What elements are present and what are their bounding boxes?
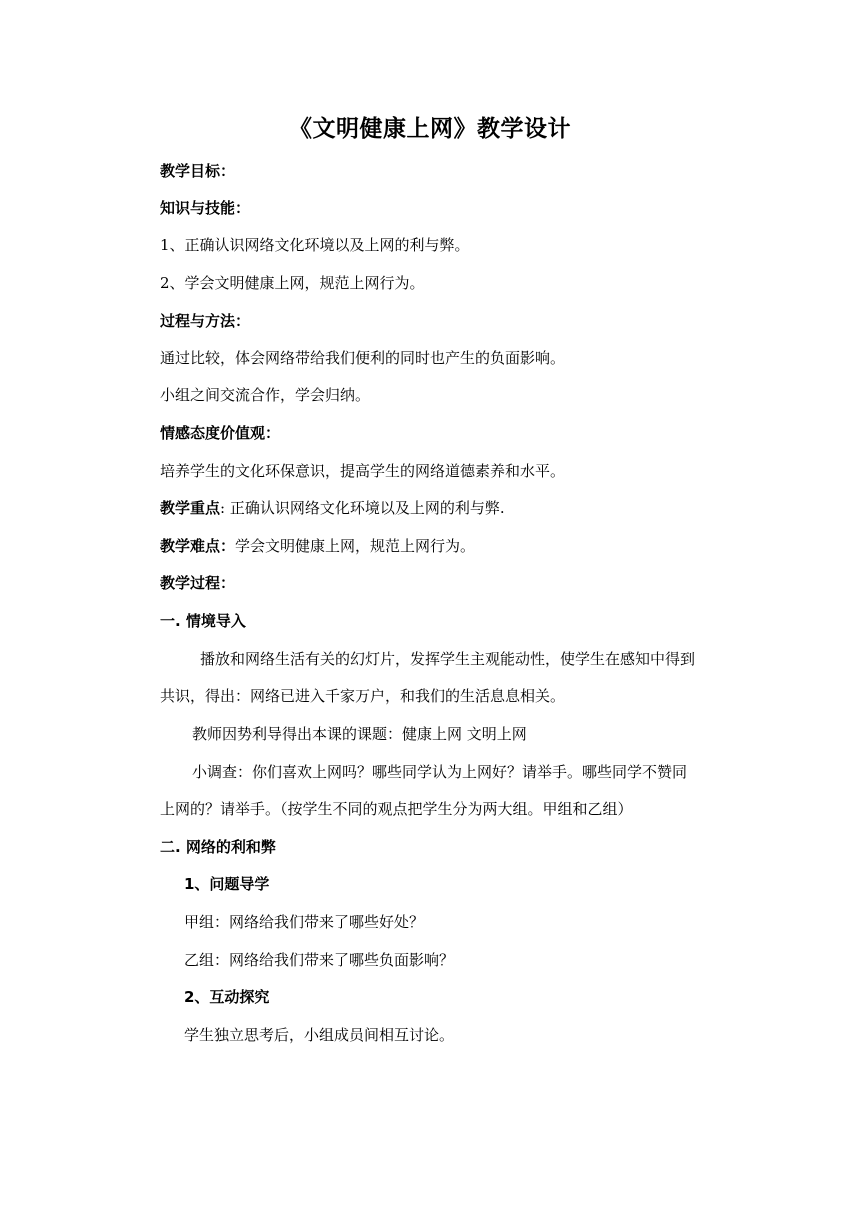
section1-paragraph1-line1: 播放和网络生活有关的幻灯片，发挥学生主观能动性，使学生在感知中得到 [200,650,696,668]
section1-paragraph1-line2: 共识，得出：网络已进入千家万户，和我们的生活息息相关。 [160,687,566,705]
section1-paragraph3-line1: 小调查：你们喜欢上网吗？哪些同学认为上网好？请举手。哪些同学不赞同 [192,763,688,781]
section1-heading: 一. 情境导入 [160,612,246,630]
difficulty-text: 学会文明健康上网，规范上网行为。 [235,537,476,555]
process-item-2: 小组之间交流合作，学会归纳。 [160,386,371,404]
subsection2-heading: 2、互动探究 [184,988,270,1006]
key-point-line [160,498,750,518]
section2-heading: 二. 网络的利和弊 [160,838,276,856]
subsection1-heading: 1、问题导学 [184,875,270,893]
knowledge-heading: 知识与技能： [160,199,251,217]
subsection1-item-b: 乙组：网络给我们带来了哪些负面影响？ [184,951,455,969]
procedure-heading: 教学过程： [160,574,236,592]
difficulty-line [160,536,750,556]
process-item-1: 通过比较，体会网络带给我们便利的同时也产生的负面影响。 [160,349,566,367]
knowledge-item-1: 1、正确认识网络文化环境以及上网的利与弊。 [160,236,470,254]
emotion-heading: 情感态度价值观： [160,424,281,442]
section1-paragraph3-line2: 上网的？请举手。（按学生不同的观点把学生分为两大组。甲组和乙组） [160,800,633,818]
knowledge-item-2: 2、学会文明健康上网，规范上网行为。 [160,274,425,292]
section1-paragraph2: 教师因势利导得出本课的课题：健康上网 文明上网 [192,725,527,743]
difficulty-label: 教学难点： [160,537,236,555]
key-point-text: : 正确认识网络文化环境以及上网的利与弊. [220,499,505,517]
document-title: 《文明健康上网》教学设计 [289,116,571,142]
subsection1-item-a: 甲组：网络给我们带来了哪些好处？ [184,913,425,931]
objectives-heading: 教学目标： [160,162,236,180]
emotion-item-1: 培养学生的文化环保意识，提高学生的网络道德素养和水平。 [160,462,566,480]
subsection2-item-a: 学生独立思考后，小组成员间相互讨论。 [184,1026,455,1044]
process-heading: 过程与方法： [160,312,251,330]
key-point-label: 教学重点 [160,499,221,517]
